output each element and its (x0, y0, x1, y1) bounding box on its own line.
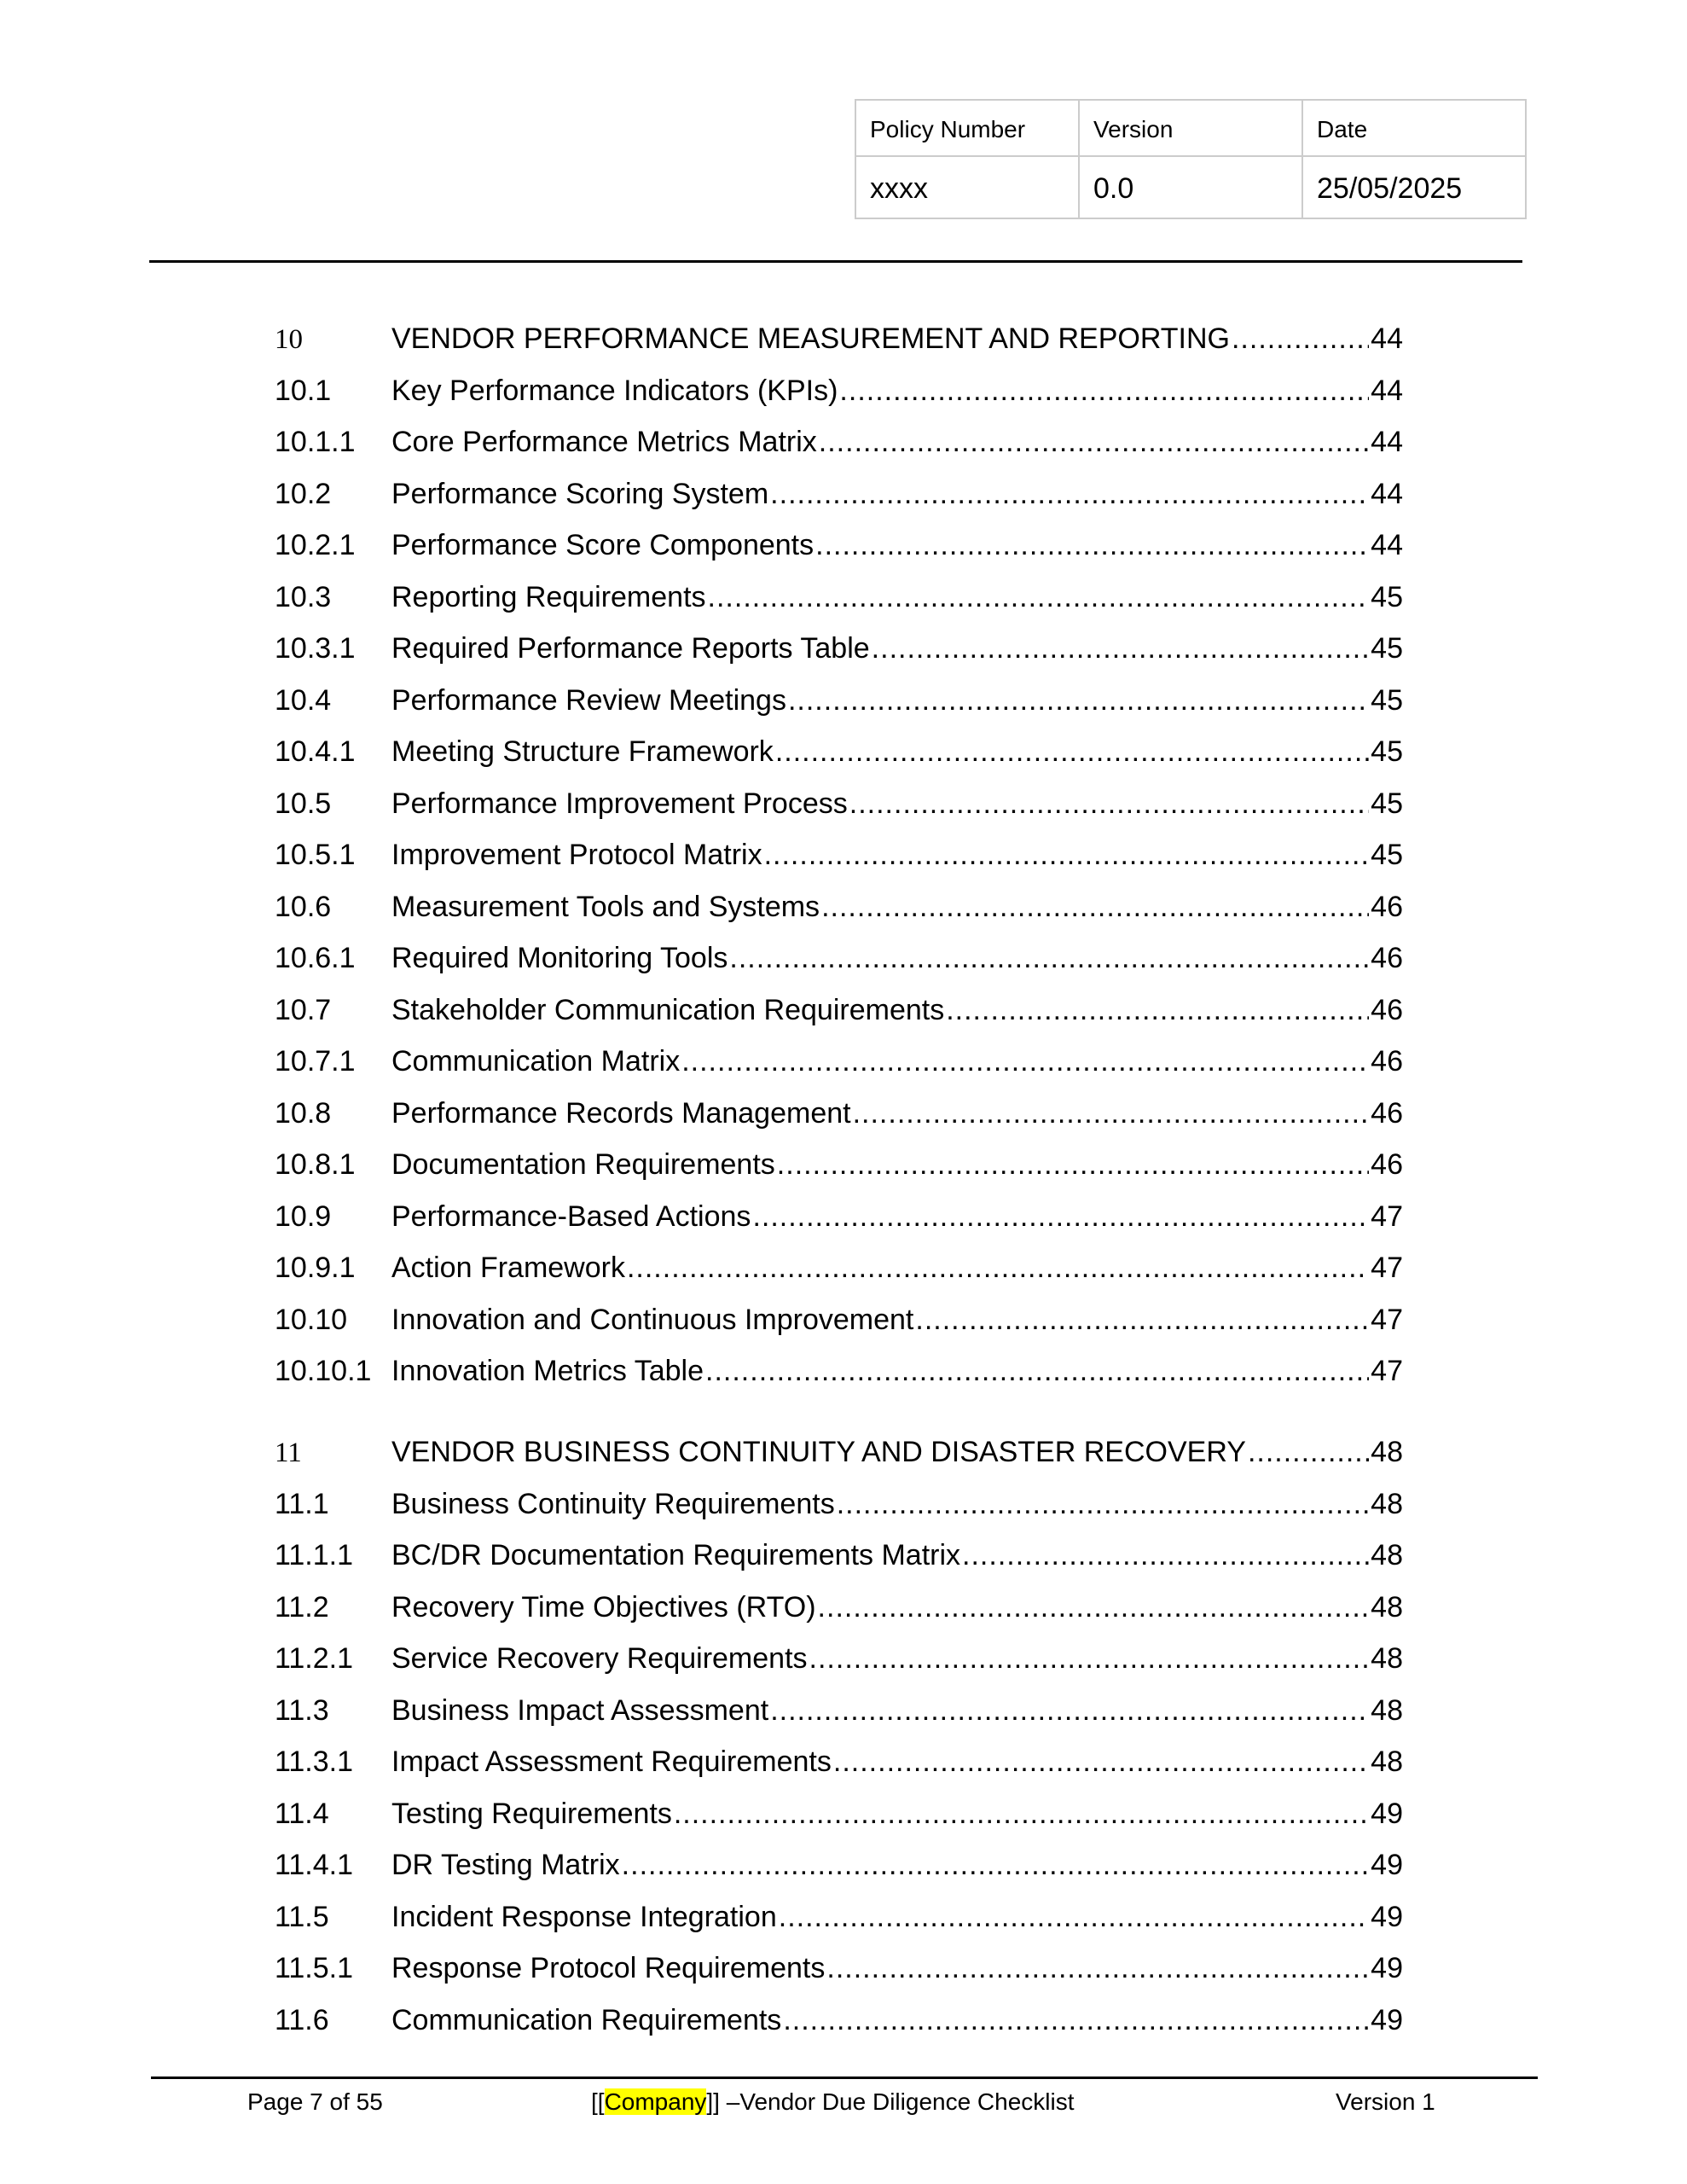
policy-header-table (855, 99, 1527, 219)
toc-entry-title: Required Performance Reports Table (391, 632, 870, 665)
toc-entry-title: Documentation Requirements (391, 1148, 775, 1181)
toc-leader-dots (764, 836, 1370, 874)
toc-entry[interactable] (275, 733, 1403, 770)
toc-entry-title: Innovation and Continuous Improvement (391, 1303, 914, 1336)
toc-entry-number: 10.3 (275, 580, 332, 613)
toc-entry-title: Performance Scoring System (391, 477, 769, 510)
toc-entry-page: 47 (1371, 1303, 1403, 1336)
toc-leader-dots (779, 1898, 1369, 1936)
toc-entry-number: 10.4.1 (275, 735, 356, 768)
toc-entry[interactable] (275, 630, 1403, 667)
toc-entry-title: Performance-Based Actions (391, 1199, 751, 1233)
toc-entry-page: 45 (1371, 787, 1403, 820)
toc-leader-dots (729, 939, 1369, 977)
toc-leader-dots (819, 423, 1369, 461)
toc-entry-title: Business Impact Assessment (391, 1693, 769, 1727)
toc-entry[interactable] (275, 1433, 1403, 1471)
toc-entry-number: 11.2.1 (275, 1642, 354, 1675)
toc-entry-number: 10.7 (275, 993, 332, 1026)
toc-entry-number: 11.1 (275, 1487, 329, 1520)
company-placeholder: Company (604, 2088, 707, 2115)
toc-entry[interactable] (275, 320, 1403, 357)
toc-entry-number: 11.3 (275, 1693, 329, 1727)
policy-number-value: xxxx (855, 156, 1079, 218)
toc-entry-title: Improvement Protocol Matrix (391, 839, 762, 871)
date-label: Date (1302, 100, 1526, 156)
toc-entry-number: 10.10.1 (275, 1355, 372, 1387)
toc-entry-page: 49 (1371, 1900, 1403, 1933)
toc-entry-number: 10.5.1 (275, 839, 356, 871)
footer-title-text: ]] –Vendor Due Diligence Checklist (706, 2088, 1075, 2115)
toc-leader-dots (681, 1043, 1369, 1080)
toc-entry-page: 46 (1371, 1148, 1403, 1181)
toc-entry-page: 48 (1371, 1539, 1403, 1571)
toc-entry-page: 46 (1371, 1096, 1403, 1130)
toc-entry-title: Recovery Time Objectives (RTO) (391, 1590, 816, 1623)
toc-entry[interactable] (275, 1743, 1403, 1780)
toc-entry-title: Communication Matrix (391, 1045, 681, 1077)
toc-entry-number: 10.2.1 (275, 529, 356, 561)
toc-entry[interactable] (275, 785, 1403, 822)
toc-entry[interactable] (275, 1095, 1403, 1132)
toc-entry[interactable] (275, 2001, 1403, 2039)
toc-leader-dots (775, 733, 1369, 770)
toc-entry-title: Testing Requirements (391, 1797, 672, 1830)
toc-leader-dots (849, 785, 1369, 822)
toc-leader-dots (839, 372, 1369, 410)
toc-entry[interactable] (275, 682, 1403, 719)
toc-entry-page: 46 (1371, 993, 1403, 1026)
header-divider (149, 260, 1522, 263)
toc-entry-page: 48 (1371, 1745, 1403, 1778)
toc-leader-dots (853, 1095, 1370, 1132)
toc-leader-dots (837, 1485, 1369, 1523)
toc-entry-number: 11.6 (275, 2003, 329, 2036)
toc-entry[interactable] (275, 1146, 1403, 1183)
toc-entry-number: 10.6.1 (275, 942, 356, 974)
toc-leader-dots (962, 1536, 1369, 1574)
toc-leader-dots (946, 991, 1369, 1029)
toc-entry-page: 44 (1371, 477, 1403, 510)
footer-document-title (591, 2085, 1075, 2119)
toc-entry[interactable] (275, 1640, 1403, 1677)
toc-entry-page: 49 (1371, 1952, 1403, 1984)
toc-entry-title: Key Performance Indicators (KPIs) (391, 374, 838, 407)
toc-entry-number: 10.4 (275, 683, 332, 717)
toc-entry-page: 44 (1371, 374, 1403, 407)
toc-entry-page: 48 (1371, 1590, 1403, 1623)
toc-entry-title: Performance Score Components (391, 529, 815, 561)
toc-entry[interactable] (275, 578, 1403, 616)
toc-entry-page: 46 (1371, 1045, 1403, 1077)
toc-entry-title: VENDOR PERFORMANCE MEASUREMENT AND REPORTING (391, 322, 1230, 355)
toc-entry-title: Performance Improvement Process (391, 787, 848, 820)
toc-leader-dots (770, 475, 1369, 513)
footer-page-number: Page 7 of 55 (247, 2088, 383, 2115)
toc-entry[interactable] (275, 372, 1403, 410)
toc-entry-title: Action Framework (391, 1252, 625, 1284)
toc-entry[interactable] (275, 1198, 1403, 1235)
toc-entry-number: 10.5 (275, 787, 332, 820)
toc-entry-title: Measurement Tools and Systems (391, 890, 820, 923)
toc-entry-number: 11.2 (275, 1590, 329, 1623)
toc-entry[interactable] (275, 991, 1403, 1029)
toc-leader-dots (622, 1846, 1370, 1884)
toc-entry-number: 10 (275, 324, 303, 355)
toc-entry-number: 10.7.1 (275, 1045, 356, 1077)
toc-entry[interactable] (275, 1949, 1403, 1987)
toc-entry-title: Meeting Structure Framework (391, 735, 774, 768)
toc-entry[interactable] (275, 836, 1403, 874)
toc-leader-dots (818, 1589, 1370, 1626)
toc-entry-title: Performance Records Management (391, 1096, 851, 1130)
toc-leader-dots (752, 1198, 1369, 1235)
toc-entry-number: 11.3.1 (275, 1745, 354, 1778)
toc-entry-number: 11 (275, 1438, 302, 1468)
toc-entry-number: 10.2 (275, 477, 332, 510)
toc-entry-page: 49 (1371, 1797, 1403, 1830)
toc-entry-page: 44 (1371, 529, 1403, 561)
toc-entry-number: 10.9.1 (275, 1252, 356, 1284)
toc-leader-dots (833, 1743, 1369, 1780)
toc-entry-number: 11.1.1 (275, 1539, 354, 1571)
toc-leader-dots (674, 1795, 1369, 1833)
toc-entry-title: VENDOR BUSINESS CONTINUITY AND DISASTER RECOVERY (391, 1436, 1246, 1468)
toc-entry-page: 49 (1371, 2003, 1403, 2036)
toc-leader-dots (809, 1640, 1370, 1677)
toc-entry[interactable] (275, 423, 1403, 461)
toc-leader-dots (872, 630, 1370, 667)
toc-entry-title: Service Recovery Requirements (391, 1642, 808, 1675)
toc-entry-number: 11.5 (275, 1900, 329, 1933)
toc-entry-title: Required Monitoring Tools (391, 942, 728, 974)
toc-entry-title: Core Performance Metrics Matrix (391, 426, 817, 458)
toc-entry-page: 46 (1371, 890, 1403, 923)
toc-entry-title: Incident Response Integration (391, 1900, 777, 1933)
toc-leader-dots (788, 682, 1369, 719)
toc-entry-number: 11.5.1 (275, 1952, 354, 1984)
toc-entry-title: BC/DR Documentation Requirements Matrix (391, 1539, 961, 1571)
toc-entry-number: 10.1 (275, 374, 332, 407)
version-value: 0.0 (1079, 156, 1302, 218)
toc-entry-page: 48 (1371, 1436, 1403, 1468)
toc-leader-dots (708, 578, 1370, 616)
toc-entry[interactable] (275, 1249, 1403, 1287)
toc-entry-page: 49 (1371, 1849, 1403, 1881)
toc-entry-title: Business Continuity Requirements (391, 1487, 835, 1520)
toc-entry-page: 47 (1371, 1252, 1403, 1284)
toc-leader-dots (627, 1249, 1369, 1287)
footer-divider (151, 2077, 1538, 2079)
toc-leader-dots (705, 1352, 1369, 1390)
toc-leader-dots (1248, 1433, 1369, 1471)
toc-leader-dots (815, 526, 1369, 564)
toc-leader-dots (826, 1949, 1369, 1987)
toc-entry-title: Reporting Requirements (391, 580, 706, 613)
toc-entry[interactable] (275, 475, 1403, 513)
toc-entry-page: 45 (1371, 735, 1403, 768)
toc-entry[interactable] (275, 1352, 1403, 1390)
toc-entry[interactable] (275, 1898, 1403, 1936)
toc-entry-title: Performance Review Meetings (391, 683, 786, 717)
policy-number-label: Policy Number (855, 100, 1079, 156)
toc-leader-dots (1232, 320, 1369, 357)
toc-entry-number: 10.8 (275, 1096, 332, 1130)
toc-entry-title: Response Protocol Requirements (391, 1952, 826, 1984)
toc-entry-number: 10.8.1 (275, 1148, 356, 1181)
toc-leader-dots (821, 888, 1369, 926)
toc-entry[interactable] (275, 526, 1403, 564)
toc-entry-number: 10.10 (275, 1303, 348, 1336)
toc-entry-number: 11.4.1 (275, 1849, 354, 1881)
toc-leader-dots (915, 1301, 1369, 1339)
toc-entry-page: 47 (1371, 1355, 1403, 1387)
toc-entry-number: 10.3.1 (275, 632, 356, 665)
toc-entry[interactable] (275, 1536, 1403, 1574)
toc-entry[interactable] (275, 1043, 1403, 1080)
toc-leader-dots (783, 2001, 1369, 2039)
toc-entry-page: 48 (1371, 1642, 1403, 1675)
version-label: Version (1079, 100, 1302, 156)
toc-entry-title: Stakeholder Communication Requirements (391, 993, 945, 1026)
toc-entry[interactable] (275, 1692, 1403, 1729)
toc-entry-page: 46 (1371, 942, 1403, 974)
toc-leader-dots (770, 1692, 1369, 1729)
footer-prefix: [[ (591, 2088, 605, 2115)
toc-entry-page: 45 (1371, 683, 1403, 717)
toc-entry-page: 45 (1371, 839, 1403, 871)
toc-entry[interactable] (275, 1485, 1403, 1523)
toc-entry-page: 47 (1371, 1199, 1403, 1233)
toc-entry-title: DR Testing Matrix (391, 1849, 620, 1881)
toc-entry[interactable] (275, 939, 1403, 977)
toc-entry[interactable] (275, 1589, 1403, 1626)
toc-entry[interactable] (275, 888, 1403, 926)
toc-entry-number: 10.1.1 (275, 426, 356, 458)
toc-entry-number: 10.9 (275, 1199, 332, 1233)
footer-version: Version 1 (1336, 2088, 1435, 2115)
toc-leader-dots (777, 1146, 1369, 1183)
toc-entry-number: 11.4 (275, 1797, 329, 1830)
toc-entry-number: 10.6 (275, 890, 332, 923)
toc-entry-page: 45 (1371, 580, 1403, 613)
toc-entry-page: 45 (1371, 632, 1403, 665)
toc-entry-page: 44 (1371, 426, 1403, 458)
toc-entry-title: Communication Requirements (391, 2003, 782, 2036)
toc-entry-page: 48 (1371, 1487, 1403, 1520)
toc-entry-page: 48 (1371, 1693, 1403, 1727)
date-value: 25/05/2025 (1302, 156, 1526, 218)
toc-entry-page: 44 (1371, 322, 1403, 355)
toc-entry[interactable] (275, 1301, 1403, 1339)
toc-entry-title: Innovation Metrics Table (391, 1355, 704, 1387)
toc-entry[interactable] (275, 1795, 1403, 1833)
toc-entry-title: Impact Assessment Requirements (391, 1745, 832, 1778)
toc-entry[interactable] (275, 1846, 1403, 1884)
